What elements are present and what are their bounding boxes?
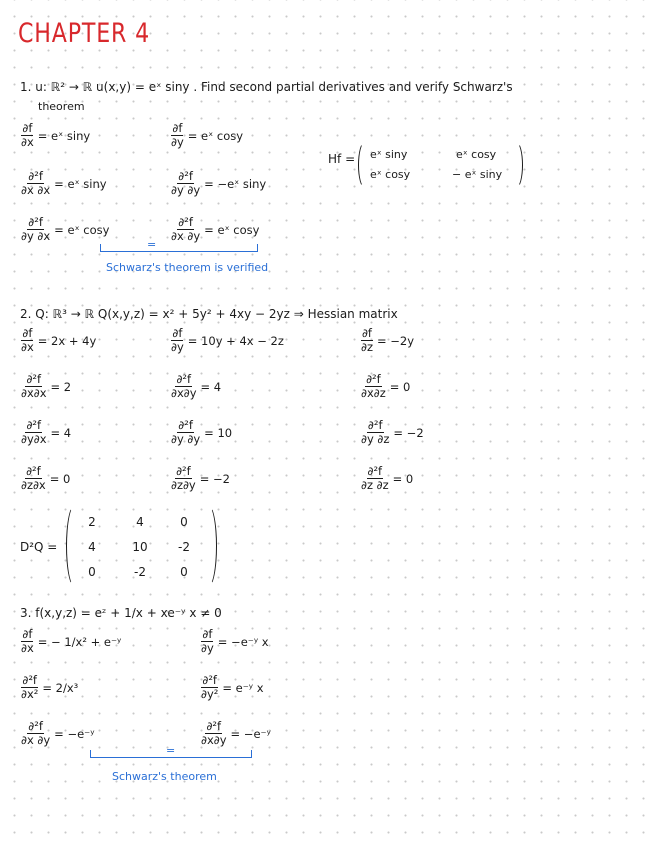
derivative-fx: $\frac{\partial f}{\partial x}$ = eˣ siny [21,121,91,149]
derivative-fxy: $\frac{\text{∂²f}}{\partial x \partial y}$ = eˣ cosy [171,215,260,243]
schwarz-verified-text: Schwarz's theorem is verified [106,261,269,274]
matrix-cell: 2 [88,515,96,529]
problem-1-header: 1. u: ℝ² → ℝ u(x,y) = eˣ siny . Find second partial derivatives and verify Schwarz's [20,80,513,94]
derivative-fy-3: $\frac{\partial f}{\partial y}$ = −e⁻ʸ x [201,627,269,655]
derivative-qxx: $\frac{\text{∂²f}}{\partial x\partial x}$ = 2 [21,372,72,400]
matrix-cell: 4 [136,515,144,529]
derivative-qy: $\frac{\partial f}{\partial y}$ = 10y + 4x − 2z [171,326,284,354]
derivative-fxy-3: $\frac{\text{∂²f}}{\partial x \partial y}$ = −e⁻ʸ [21,719,95,747]
derivative-qz: $\frac{\partial f}{\partial z}$ = −2y [361,326,415,354]
hessian-right-paren [510,142,523,188]
derivative-fyx-3: $\frac{\text{∂²f}}{\partial x\partial y}$ = −e⁻ʸ [201,719,271,747]
derivative-qx: $\frac{\partial f}{\partial x}$ = 2x + 4y [21,326,97,354]
derivative-qxz: $\frac{\text{∂²f}}{\partial x\partial z}$ = 0 [361,372,411,400]
matrix-cell: 0 [180,565,188,579]
derivative-fyx: $\frac{\text{∂²f}}{\partial y \partial x}$ = eˣ cosy [21,215,110,243]
derivative-fyy: $\frac{\text{∂²f}}{\partial y \partial y}$ = −eˣ siny [171,169,267,197]
problem-3-header: 3. f(x,y,z) = eᶻ + 1/x + xe⁻ʸ x ≠ 0 [20,606,222,620]
hessian-cell-12: eˣ cosy [456,148,497,161]
derivative-fxx-3: $\frac{\text{∂²f}}{\text{∂x²}}$ = 2/x³ [21,673,79,701]
matrix-cell: -2 [178,540,190,554]
derivative-fyy-3: $\frac{\text{∂²f}}{\text{∂y²}}$ = e⁻ʸ x [201,673,264,701]
matrix-cell: 0 [180,515,188,529]
schwarz-bracket-1 [100,244,258,252]
hessian-cell-22: − eˣ siny [452,168,503,181]
equals-mark-3: = [166,744,176,757]
derivative-qyz: $\frac{\text{∂²f}}{\partial y \partial z}$ = −2 [361,418,424,446]
problem-2-header: 2. Q: ℝ³ → ℝ Q(x,y,z) = x² + 5y² + 4xy − 2yz ⇒ Hessian matrix [20,307,398,321]
equals-mark-1: = [147,238,157,251]
derivative-qyy: $\frac{\text{∂²f}}{\partial y \partial y}$ = 10 [171,418,233,446]
page-title: CHAPTER 4 [18,18,151,49]
problem-1-header-cont: theorem [38,100,85,113]
hessian-label: Hf = [328,152,356,166]
matrix-cell: 10 [132,540,148,554]
derivative-qyx: $\frac{\text{∂²f}}{\partial y\partial x}$ = 4 [21,418,72,446]
hessian-cell-11: eˣ siny [370,148,408,161]
derivative-fy: $\frac{\partial f}{\partial y}$ = eˣ cosy [171,121,244,149]
matrix-cell: 4 [88,540,96,554]
matrix-label: D²Q = [20,540,58,554]
schwarz-theorem-text: Schwarz's theorem [112,770,217,783]
matrix-right-paren [200,505,217,587]
derivative-qzx: $\frac{\text{∂²f}}{\partial z\partial x}$ = 0 [21,464,71,492]
matrix-cell: 0 [88,565,96,579]
hessian-cell-21: eˣ cosy [370,168,411,181]
derivative-fx-3: $\frac{\partial f}{\partial x}$ = − 1/x² + e⁻ʸ [21,627,122,655]
derivative-qzz: $\frac{\text{∂²f}}{\partial z \partial z}$ = 0 [361,464,414,492]
derivative-qzy: $\frac{\text{∂²f}}{\partial z\partial y}$ = −2 [171,464,230,492]
matrix-cell: -2 [134,565,146,579]
derivative-fxx: $\frac{\text{∂²f}}{\partial x \partial x}$ = eˣ siny [21,169,107,197]
derivative-qxy: $\frac{\text{∂²f}}{\partial x\partial y}$ = 4 [171,372,222,400]
